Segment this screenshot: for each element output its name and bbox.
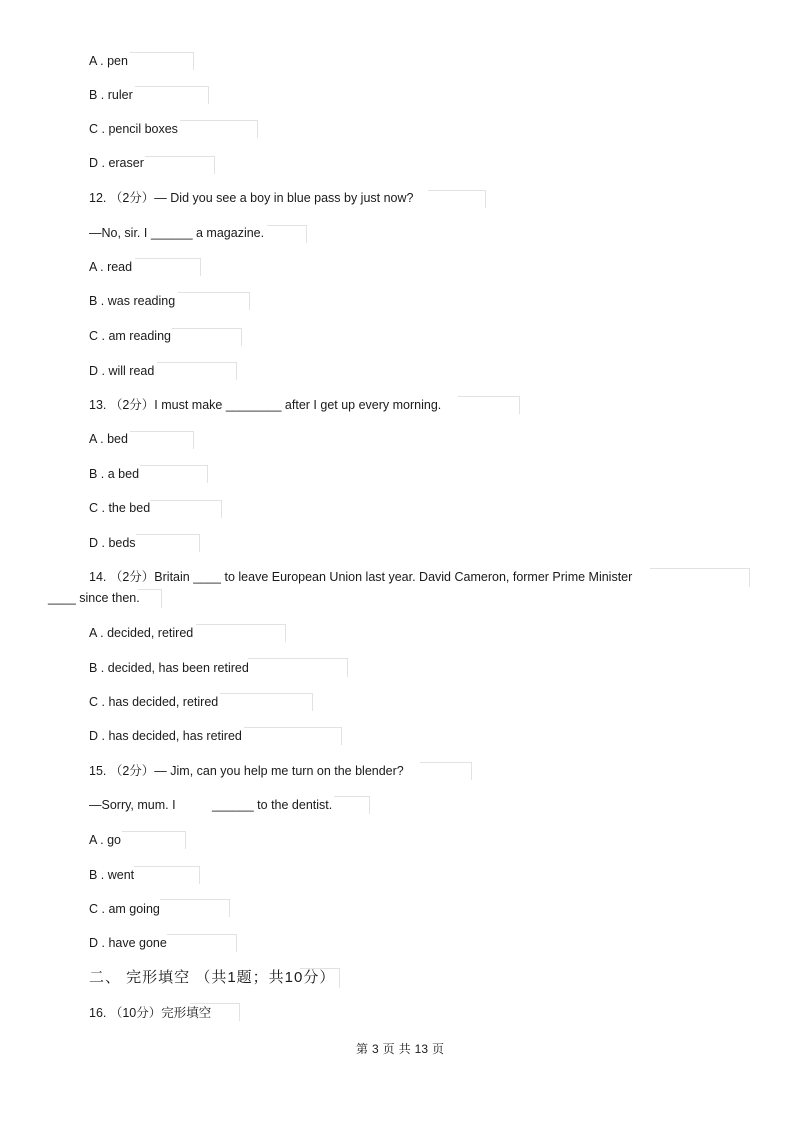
q15-option-a: A . go [89, 833, 121, 847]
q12-option-c: C . am reading [89, 329, 171, 343]
text-box-outline [220, 693, 313, 711]
page-footer [0, 1040, 800, 1057]
footer-di: 第 [355, 1042, 368, 1056]
text-box-outline [130, 52, 194, 70]
text-box-outline [130, 431, 194, 449]
text-box-outline [172, 328, 242, 346]
text-box-outline [140, 465, 208, 483]
footer-ye2: 页 [432, 1042, 445, 1056]
q11-option-a: A . pen [89, 54, 128, 68]
q14-stem-line2: ____ since then. [48, 591, 140, 605]
text-box-outline [122, 831, 186, 849]
text-box-outline [134, 866, 200, 884]
q12-stem-line2: —No, sir. I ______ a magazine. [89, 226, 265, 240]
text-box-outline [244, 727, 342, 745]
q15-stem: 15. （2分）— Jim, can you help me turn on the blender? [89, 764, 404, 778]
q15-stem-line2-part2: ______ to the dentist. [212, 798, 333, 812]
text-box-outline [160, 899, 230, 917]
q14-option-a: A . decided, retired [89, 626, 194, 640]
text-box-outline [157, 362, 237, 380]
section-heading: 二、 完形填空 （共1题；共10分） [89, 969, 336, 986]
q12-stem: 12. （2分）— Did you see a boy in blue pass by just now? [89, 191, 414, 205]
text-box-outline [150, 500, 222, 518]
text-box-outline [650, 568, 750, 587]
text-box-outline [145, 156, 215, 174]
text-box-outline [458, 396, 520, 414]
text-box-outline [178, 292, 250, 310]
footer-total-pages: 13 [414, 1042, 429, 1056]
text-box-outline [248, 658, 348, 677]
text-box-outline [267, 225, 307, 243]
text-box-outline [136, 534, 200, 552]
q16-stem: 16. （10分）完形填空 [89, 1006, 212, 1020]
q14-option-b: B . decided, has been retired [89, 661, 249, 675]
q13-option-b: B . a bed [89, 467, 140, 481]
q12-option-d: D . will read [89, 364, 155, 378]
q13-option-c: C . the bed [89, 501, 151, 515]
q13-option-d: D . beds [89, 536, 136, 550]
text-box-outline [428, 190, 486, 208]
text-box-outline [420, 762, 472, 780]
q13-option-a: A . bed [89, 432, 128, 446]
text-box-outline [334, 796, 370, 814]
footer-gong: 共 [398, 1042, 411, 1056]
text-box-outline [167, 934, 237, 952]
q14-option-d: D . has decided, has retired [89, 729, 242, 743]
text-box-outline [138, 589, 162, 608]
q15-option-d: D . have gone [89, 936, 167, 950]
text-box-outline [196, 624, 286, 642]
text-box-outline [135, 86, 209, 104]
q14-option-c: C . has decided, retired [89, 695, 219, 709]
q15-stem-line2-part1: —Sorry, mum. I [89, 798, 176, 812]
q15-option-c: C . am going [89, 902, 160, 916]
footer-page-number: 3 [371, 1042, 379, 1056]
q15-option-b: B . went [89, 868, 135, 882]
q14-stem: 14. （2分）Britain ____ to leave European Union last year. David Cameron, former Prime Minister [89, 570, 633, 584]
text-box-outline [180, 120, 258, 138]
q11-option-b: B . ruler [89, 88, 133, 102]
q11-option-d: D . eraser [89, 156, 144, 170]
q13-stem: 13. （2分）I must make ________ after I get up every morning. [89, 398, 442, 412]
text-box-outline [135, 258, 201, 276]
q11-option-c: C . pencil boxes [89, 122, 178, 136]
q12-option-b: B . was reading [89, 294, 176, 308]
q12-option-a: A . read [89, 260, 133, 274]
footer-ye: 页 [382, 1042, 395, 1056]
